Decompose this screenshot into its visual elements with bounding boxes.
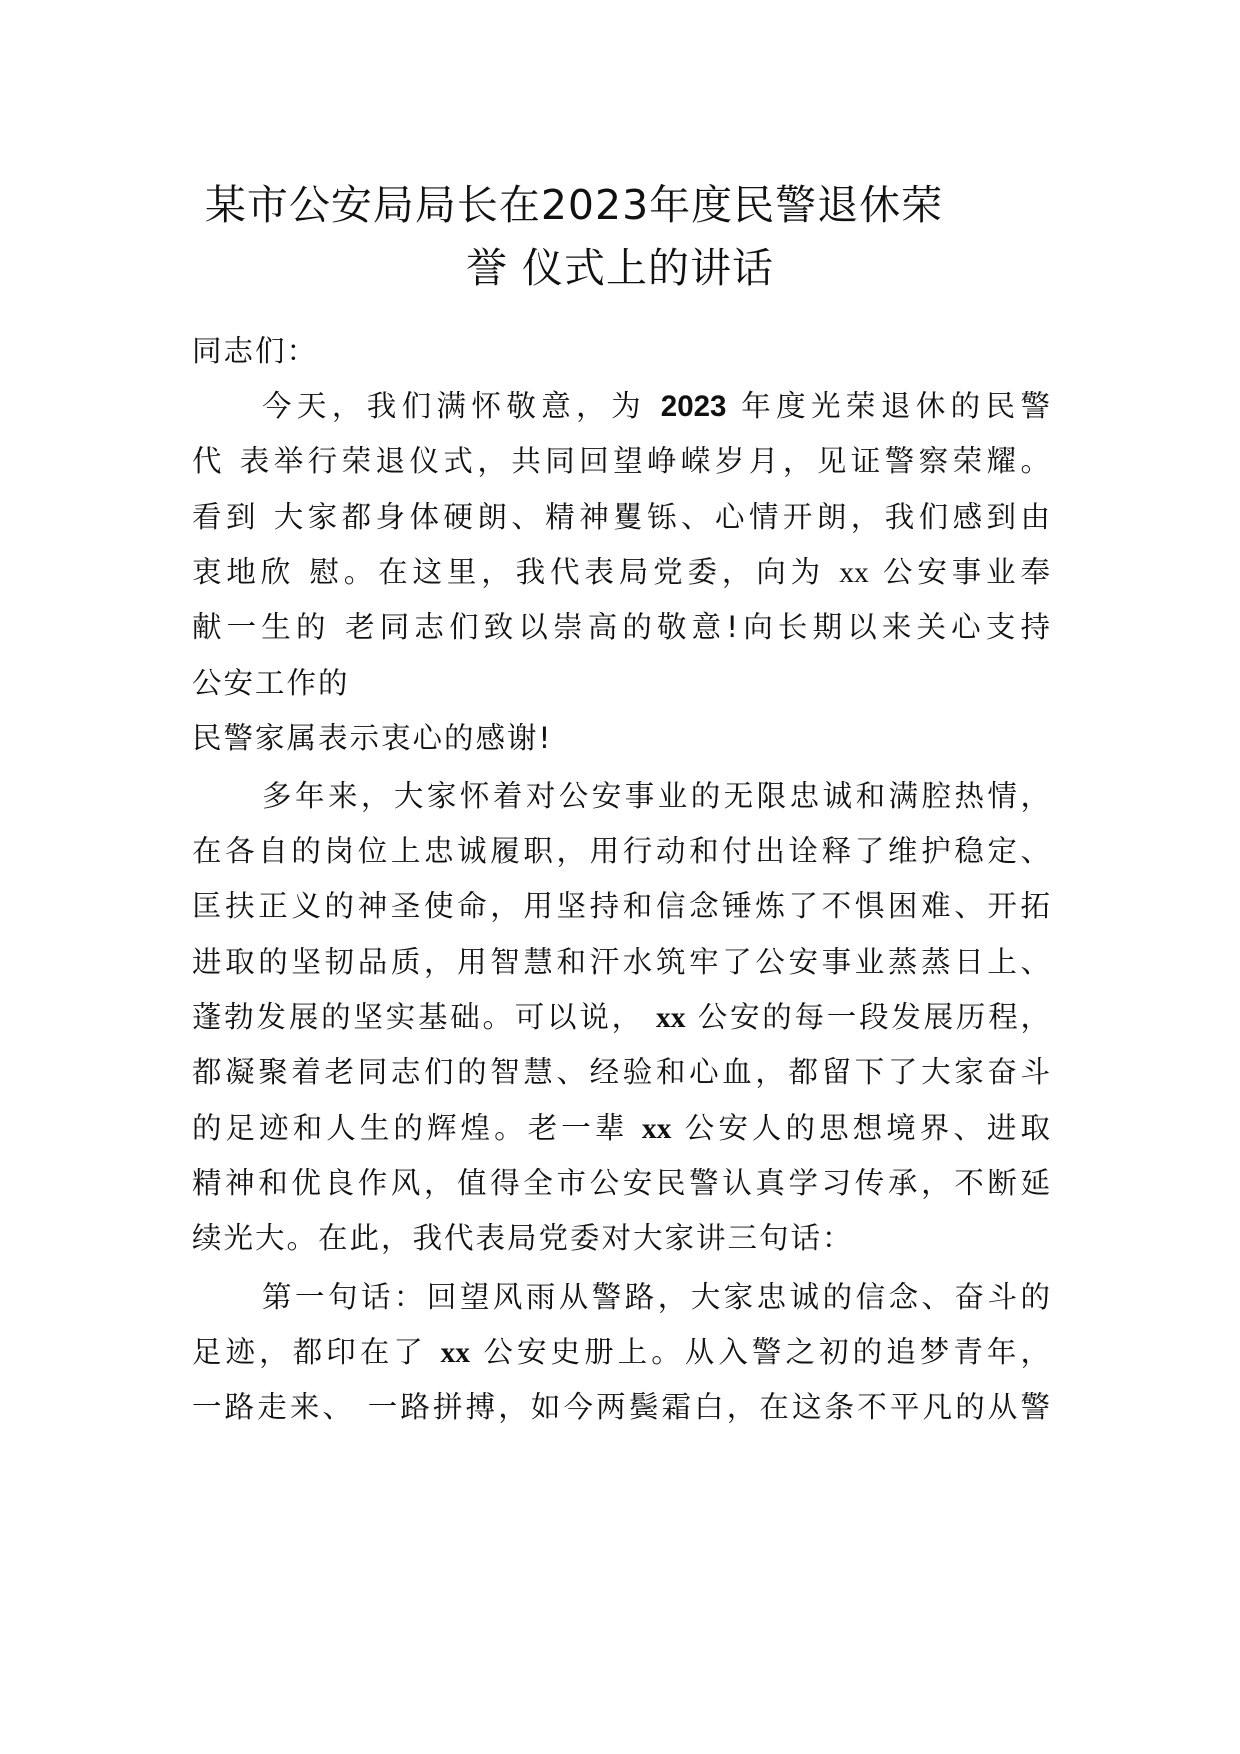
- paragraph-3-line-1: 第一句话：回望风雨从警路，大家忠诚的信念、奋斗的: [262, 1280, 1052, 1314]
- paragraph-1-text: 公安事业奉: [868, 555, 1052, 589]
- paragraph-1-line-2: 代 表举行荣退仪式，共同回望峥嵘岁月，见证警察荣耀。: [192, 444, 1052, 478]
- paragraph-2-line-2: 在各自的岗位上忠诚履职，用行动和付出诠释了维护稳定、: [192, 834, 1052, 868]
- paragraph-2-text: 的足迹和人生的辉煌。老一辈: [192, 1111, 642, 1145]
- paragraph-1-text: 今天，我们满怀敬意，为: [262, 389, 661, 423]
- placeholder-xx: xx: [839, 557, 869, 589]
- paragraph-1-line-3: 看到 大家都身体硬朗、精神矍铄、心情开朗，我们感到由: [192, 500, 1052, 534]
- paragraph-2-text: 公安人的思想境界、进取: [671, 1111, 1052, 1145]
- paragraph-3-line-3: 一路走来、 一路拼搏，如今两鬓霜白，在这条不平凡的从警: [192, 1390, 1052, 1424]
- paragraph-2-line-4: 进取的坚韧品质，用智慧和汗水筑牢了公安事业蒸蒸日上、: [192, 945, 1052, 979]
- year-bold: 2023: [660, 390, 727, 423]
- placeholder-xx: xx: [440, 1337, 470, 1369]
- paragraph-3-line-2: [192, 1332, 1052, 1373]
- paragraph-2-line-1: 多年来，大家怀着对公安事业的无限忠诚和满腔热情，: [262, 779, 1052, 813]
- paragraph-2-text: 蓬勃发展的坚实基础。可以说，: [192, 1000, 657, 1034]
- paragraph-1-line-4: [192, 552, 1052, 593]
- paragraph-2-line-8: 精神和优良作风，值得全市公安民警认真学习传承，不断延: [192, 1166, 1052, 1200]
- placeholder-xx: xx: [656, 1002, 686, 1034]
- paragraph-1-line-1: [262, 386, 1052, 427]
- paragraph-1-line-6: 公安工作的: [192, 666, 350, 700]
- placeholder-xx: xx: [641, 1113, 672, 1145]
- paragraph-3-text: 公安史册上。从入警之初的追梦青年，: [469, 1335, 1052, 1369]
- paragraph-2-line-6: 都凝聚着老同志们的智慧、经验和心血，都留下了大家奋斗: [192, 1055, 1052, 1089]
- document-title-line-1: 某市公安局局长在2023年度民警退休荣: [204, 181, 944, 229]
- paragraph-1-line-5: 献一生的 老同志们致以崇高的敬意!向长期以来关心支持: [192, 610, 1052, 644]
- paragraph-2-line-3: 匡扶正义的神圣使命，用坚持和信念锤炼了不惧困难、开拓: [192, 889, 1052, 923]
- paragraph-1-text: 衷地欣 慰。在这里，我代表局党委，向为: [192, 555, 840, 589]
- paragraph-2-line-5: [192, 997, 1052, 1038]
- paragraph-1-line-7: 民警家属表示衷心的感谢!: [192, 721, 553, 755]
- paragraph-2-line-9: 续光大。在此，我代表局党委对大家讲三句话：: [192, 1221, 854, 1255]
- salutation: 同志们：: [192, 334, 319, 368]
- paragraph-2-text: 公安的每一段发展历程，: [685, 1000, 1052, 1034]
- paragraph-2-line-7: [192, 1108, 1052, 1149]
- paragraph-3-text: 足迹，都印在了: [192, 1335, 441, 1369]
- paragraph-1-text: 年度光荣退休的民警: [726, 389, 1052, 423]
- document-title-line-2: 誉 仪式上的讲话: [465, 244, 775, 292]
